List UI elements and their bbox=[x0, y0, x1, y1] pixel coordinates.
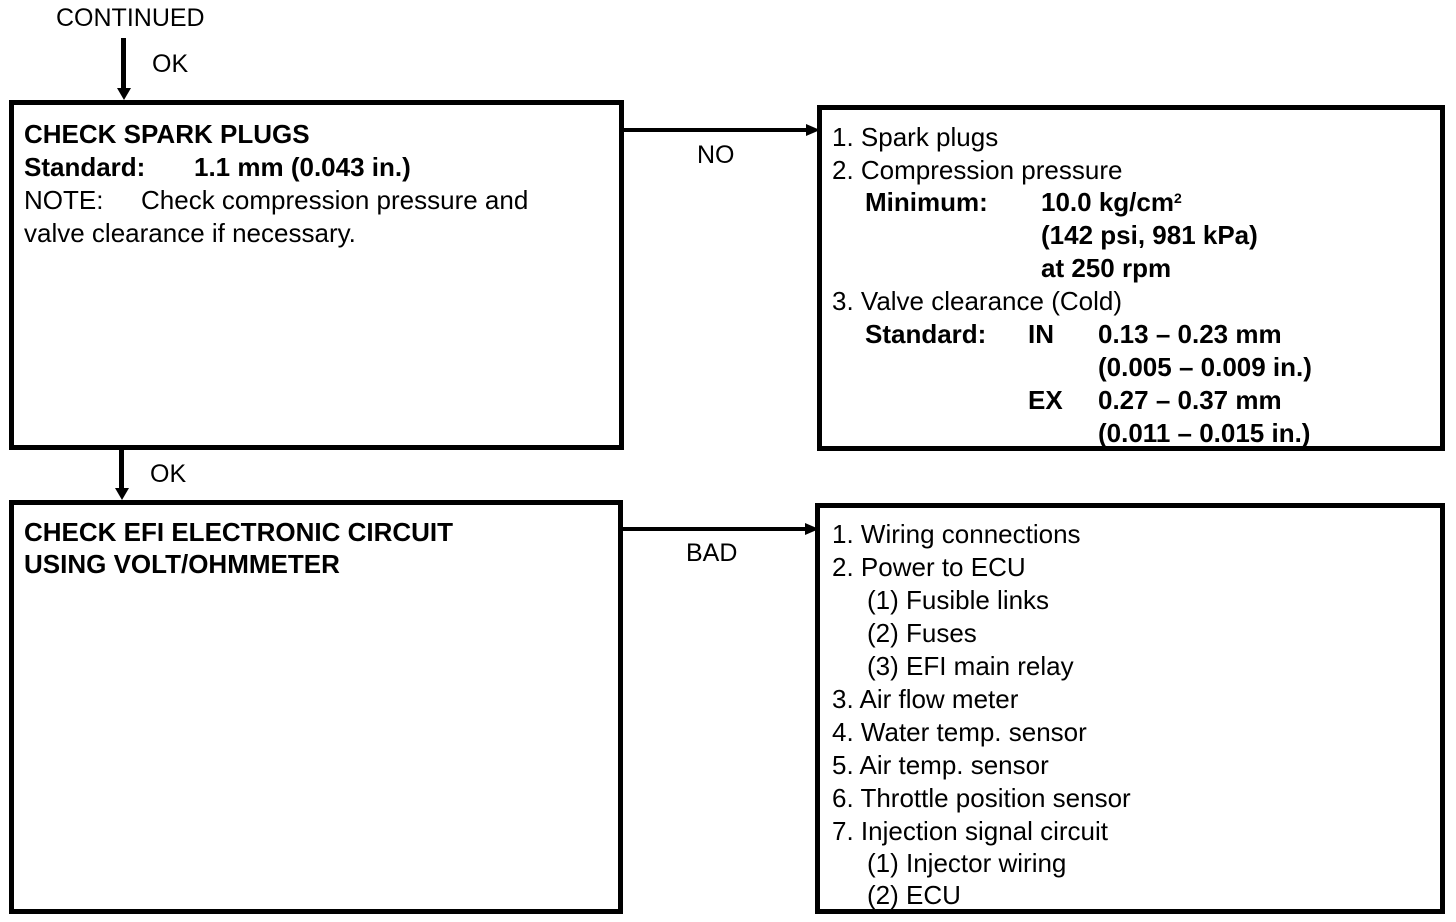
box2-ex-label: EX bbox=[1028, 385, 1063, 415]
box1-standard-label: Standard: bbox=[24, 152, 146, 182]
connector-bad-line bbox=[623, 527, 807, 531]
box4-item: 5. Air temp. sensor bbox=[832, 750, 1049, 780]
box3-title1: CHECK EFI ELECTRONIC CIRCUIT bbox=[24, 517, 453, 547]
box4-item: 1. Wiring connections bbox=[832, 519, 1081, 549]
box4-subitem: (3) EFI main relay bbox=[867, 651, 1074, 681]
spark-plug-causes-box bbox=[817, 105, 1445, 451]
box1-note-text: Check compression pressure and bbox=[141, 185, 529, 215]
box2-in-value2: (0.005 – 0.009 in.) bbox=[1098, 352, 1312, 382]
connector-no-line bbox=[624, 128, 808, 132]
box2-ex-value2: (0.011 – 0.015 in.) bbox=[1098, 418, 1311, 448]
box1-title: CHECK SPARK PLUGS bbox=[24, 119, 310, 149]
box4-subitem: (1) Injector wiring bbox=[867, 848, 1067, 878]
box2-min-sup: 2 bbox=[1173, 190, 1182, 206]
box2-item3: 3. Valve clearance (Cold) bbox=[832, 286, 1122, 316]
check-spark-plugs-box bbox=[9, 100, 624, 450]
efi-circuit-causes-box bbox=[815, 503, 1445, 914]
box4-item: 2. Power to ECU bbox=[832, 552, 1026, 582]
ok-mid-label: OK bbox=[150, 460, 187, 488]
box2-in-label: IN bbox=[1028, 319, 1054, 349]
box4-subitem: (2) ECU bbox=[867, 880, 961, 910]
box2-std-label: Standard: bbox=[865, 319, 987, 349]
box4-item: 3. Air flow meter bbox=[832, 684, 1019, 714]
box2-min-value3: at 250 rpm bbox=[1041, 253, 1172, 283]
continued-label: CONTINUED bbox=[56, 4, 205, 32]
box2-item1: 1. Spark plugs bbox=[832, 122, 999, 152]
connector-mid-arrowhead bbox=[115, 488, 129, 500]
connector-top-line bbox=[121, 38, 126, 90]
box2-min-value2: (142 psi, 981 kPa) bbox=[1041, 220, 1258, 250]
box1-standard-value: 1.1 mm (0.043 in.) bbox=[194, 152, 411, 182]
box3-title2: USING VOLT/OHMMETER bbox=[24, 549, 340, 579]
box2-ex-value: 0.27 – 0.37 mm bbox=[1098, 385, 1282, 415]
box4-subitem: (2) Fuses bbox=[867, 618, 977, 648]
box1-note-label: NOTE: bbox=[24, 185, 104, 215]
box4-item: 4. Water temp. sensor bbox=[832, 717, 1087, 747]
box1-note-text2: valve clearance if necessary. bbox=[24, 218, 356, 248]
check-efi-circuit-box bbox=[9, 500, 623, 914]
box2-min-value bbox=[1041, 187, 1182, 217]
connector-top-arrowhead bbox=[117, 88, 131, 100]
box4-item: 6. Throttle position sensor bbox=[832, 783, 1131, 813]
box2-in-value: 0.13 – 0.23 mm bbox=[1098, 319, 1282, 349]
connector-bad-label: BAD bbox=[686, 539, 738, 567]
box4-subitem: (1) Fusible links bbox=[867, 585, 1050, 615]
box4-item: 7. Injection signal circuit bbox=[832, 816, 1109, 846]
connector-mid-line bbox=[119, 450, 124, 490]
connector-no-label: NO bbox=[697, 141, 735, 169]
box2-min-label: Minimum: bbox=[865, 187, 988, 217]
ok-top-label: OK bbox=[152, 50, 189, 78]
box2-item2: 2. Compression pressure bbox=[832, 155, 1123, 185]
box2-min-value-text: 10.0 kg/cm bbox=[1041, 187, 1174, 217]
